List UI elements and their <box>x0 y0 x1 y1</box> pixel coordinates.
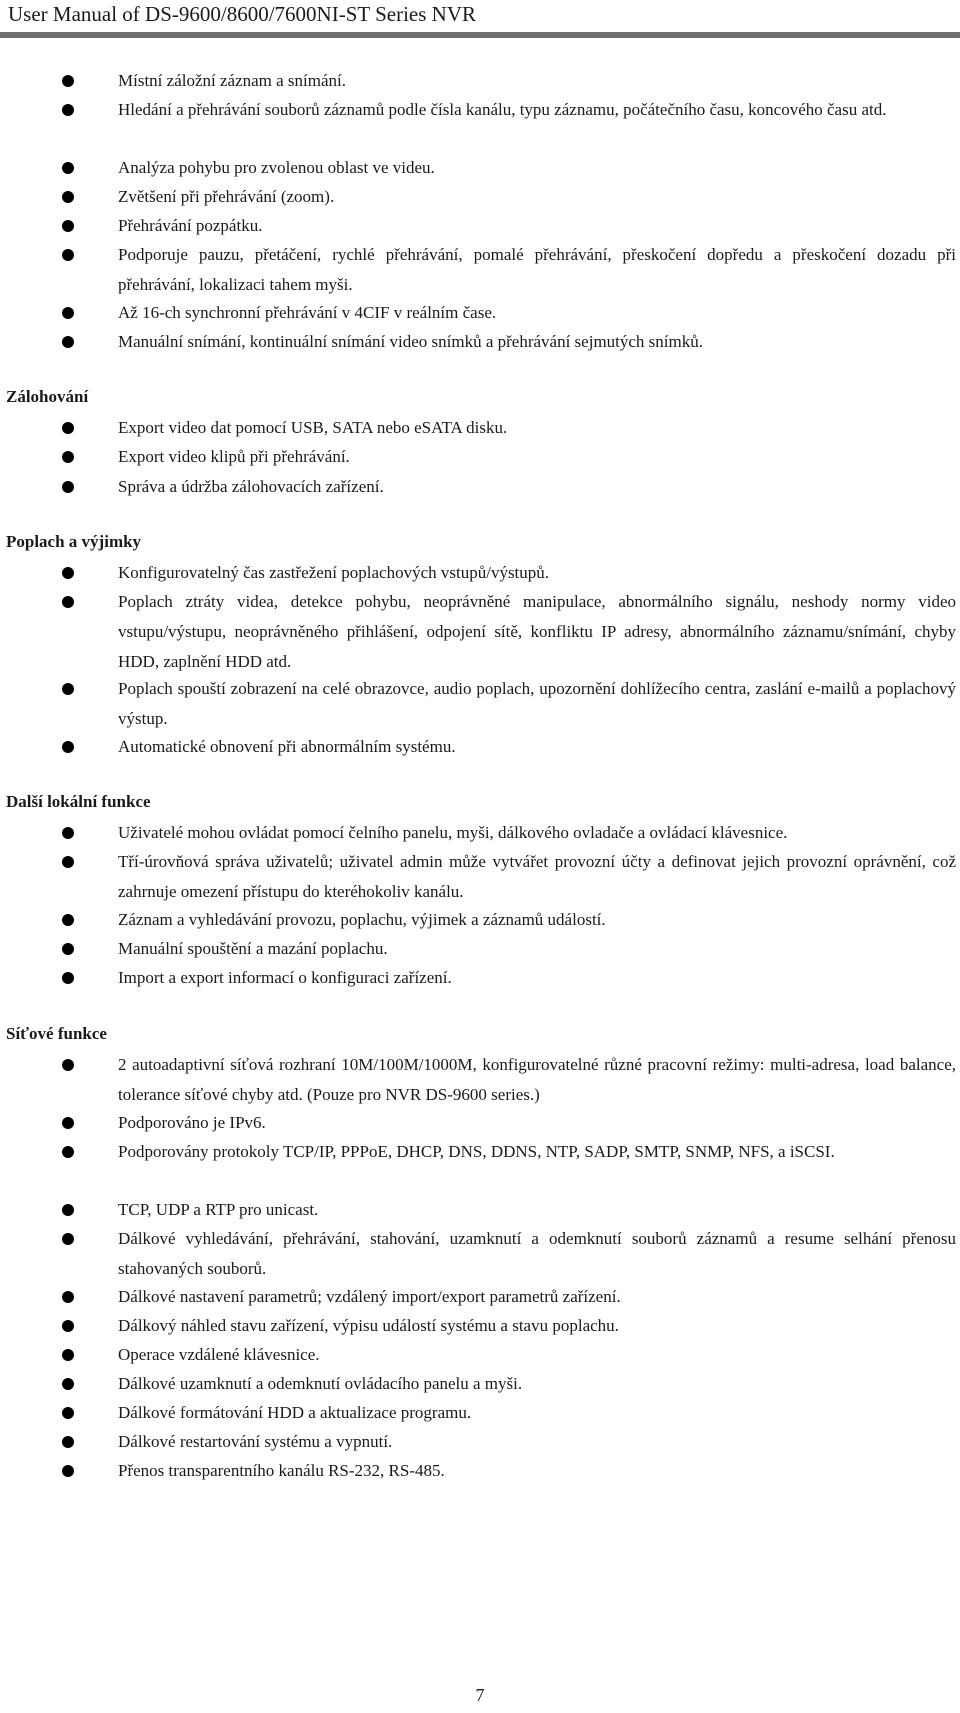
list-item-text: Uživatelé mohou ovládat pomocí čelního panelu, myši, dálkového ovladače a ovládací klávesnice. <box>118 823 788 842</box>
list-item-text: Export video klipů při přehrávání. <box>118 447 350 466</box>
bullet-icon <box>62 1349 74 1361</box>
list-item-text: Analýza pohybu pro zvolenou oblast ve videu. <box>118 158 435 177</box>
list-item-text: Podporováno je IPv6. <box>118 1113 266 1132</box>
bullet-icon <box>62 75 74 87</box>
bullet-icon <box>62 220 74 232</box>
bullet-icon <box>62 972 74 984</box>
list-item-text: Dálkové nastavení parametrů; vzdálený import/export parametrů zařízení. <box>118 1287 621 1306</box>
bullet-icon <box>62 1146 74 1158</box>
list-item-text: Až 16-ch synchronní přehrávání v 4CIF v reálním čase. <box>118 303 497 322</box>
list-item-text: Přenos transparentního kanálu RS-232, RS-485. <box>118 1461 445 1480</box>
section-heading-backup: Zálohování <box>6 387 89 406</box>
list-item-text: Export video dat pomocí USB, SATA nebo eSATA disku. <box>118 418 508 437</box>
list-item-text: Operace vzdálené klávesnice. <box>118 1345 320 1364</box>
bullet-icon <box>62 596 74 608</box>
bullet-icon <box>62 914 74 926</box>
list-item-text: Přehrávání pozpátku. <box>118 216 263 235</box>
list-item-text: Automatické obnovení při abnormálním systému. <box>118 737 456 756</box>
page-number: 7 <box>475 1685 485 1705</box>
list-item-text: Tří-úrovňová správa uživatelů; uživatel admin může vytvářet provozní účty a definovat jejich provozní oprávnění, což zahrnuje omezení přístupu do kteréhokoliv kanálu. <box>118 852 956 901</box>
list-item-text: Záznam a vyhledávání provozu, poplachu, výjimek a záznamů událostí. <box>118 910 606 929</box>
bullet-icon <box>62 683 74 695</box>
list-item-text: Zvětšení při přehrávání (zoom). <box>118 187 335 206</box>
bullet-icon <box>62 481 74 493</box>
bullet-icon <box>62 1320 74 1332</box>
list-item-text: Místní záložní záznam a snímání. <box>118 71 347 90</box>
list-item-text: Manuální spouštění a mazání poplachu. <box>118 939 388 958</box>
bullet-icon <box>62 1204 74 1216</box>
list-item-text: Dálkové restartování systému a vypnutí. <box>118 1432 393 1451</box>
bullet-icon <box>62 1233 74 1245</box>
list-item-text: TCP, UDP a RTP pro unicast. <box>118 1200 319 1219</box>
page-header <box>0 0 960 44</box>
bullet-icon <box>62 162 74 174</box>
list-item-text: Poplach ztráty videa, detekce pohybu, neoprávněné manipulace, abnormálního signálu, neshody normy video vstupu/výstupu, neoprávněného přihlášení, odpojení sítě, konfliktu IP adresy, abnormálního záznamu/snímání, chyby HDD, zaplnění HDD atd. <box>118 592 956 671</box>
bullet-icon <box>62 104 74 116</box>
section-heading-local-functions: Další lokální funkce <box>6 792 151 811</box>
header-divider <box>0 32 960 38</box>
list-item-text: Import a export informací o konfiguraci zařízení. <box>118 968 452 987</box>
list-item-text: Manuální snímání, kontinuální snímání video snímků a přehrávání sejmutých snímků. <box>118 332 703 351</box>
bullet-icon <box>62 1465 74 1477</box>
list-item-text: Dálkové vyhledávání, přehrávání, stahování, uzamknutí a odemknutí souborů záznamů a resume selhání přenosu stahovaných souborů. <box>118 1229 956 1278</box>
list-item-text: Dálkové formátování HDD a aktualizace programu. <box>118 1403 472 1422</box>
bullet-icon <box>62 336 74 348</box>
bullet-icon <box>62 307 74 319</box>
list-item-text: Dálkový náhled stavu zařízení, výpisu událostí systému a stavu poplachu. <box>118 1316 619 1335</box>
list-item-text: Dálkové uzamknutí a odemknutí ovládacího panelu a myši. <box>118 1374 523 1393</box>
list-item-text: Poplach spouští zobrazení na celé obrazovce, audio poplach, upozornění dohlížecího centra, zaslání e-mailů a poplachový výstup. <box>118 679 956 728</box>
bullet-icon <box>62 567 74 579</box>
list-item-text: Konfigurovatelný čas zastřežení poplachových vstupů/výstupů. <box>118 563 550 582</box>
bullet-icon <box>62 1291 74 1303</box>
manual-title: User Manual of DS-9600/8600/7600NI-ST Series NVR <box>8 2 476 26</box>
bullet-icon <box>62 827 74 839</box>
section-heading-network-functions: Síťové funkce <box>6 1024 107 1043</box>
bullet-icon <box>62 1378 74 1390</box>
bullet-icon <box>62 741 74 753</box>
section-heading-alarms: Poplach a výjimky <box>6 532 142 551</box>
bullet-icon <box>62 249 74 261</box>
bullet-icon <box>62 943 74 955</box>
bullet-icon <box>62 191 74 203</box>
list-item-text: Podporovány protokoly TCP/IP, PPPoE, DHCP, DNS, DDNS, NTP, SADP, SMTP, SNMP, NFS, a iSCSI. <box>118 1142 835 1161</box>
bullet-icon <box>62 451 74 463</box>
list-item-text: 2 autoadaptivní síťová rozhraní 10M/100M/1000M, konfigurovatelné různé pracovní režimy: multi-adresa, load balance, tolerance síťové chyby atd. (Pouze pro NVR DS-9600 series.) <box>118 1055 956 1104</box>
bullet-icon <box>62 1117 74 1129</box>
bullet-icon <box>62 856 74 868</box>
bullet-icon <box>62 1407 74 1419</box>
list-item-text: Správa a údržba zálohovacích zařízení. <box>118 477 384 496</box>
bullet-icon <box>62 1059 74 1071</box>
list-item-text: Hledání a přehrávání souborů záznamů podle čísla kanálu, typu záznamu, počátečního času, koncového času atd. <box>118 100 887 119</box>
bullet-icon <box>62 1436 74 1448</box>
bullet-icon <box>62 422 74 434</box>
list-item-text: Podporuje pauzu, přetáčení, rychlé přehrávání, pomalé přehrávání, přeskočení dopředu a přeskočení dozadu při přehrávání, lokalizaci tahem myši. <box>118 245 956 294</box>
